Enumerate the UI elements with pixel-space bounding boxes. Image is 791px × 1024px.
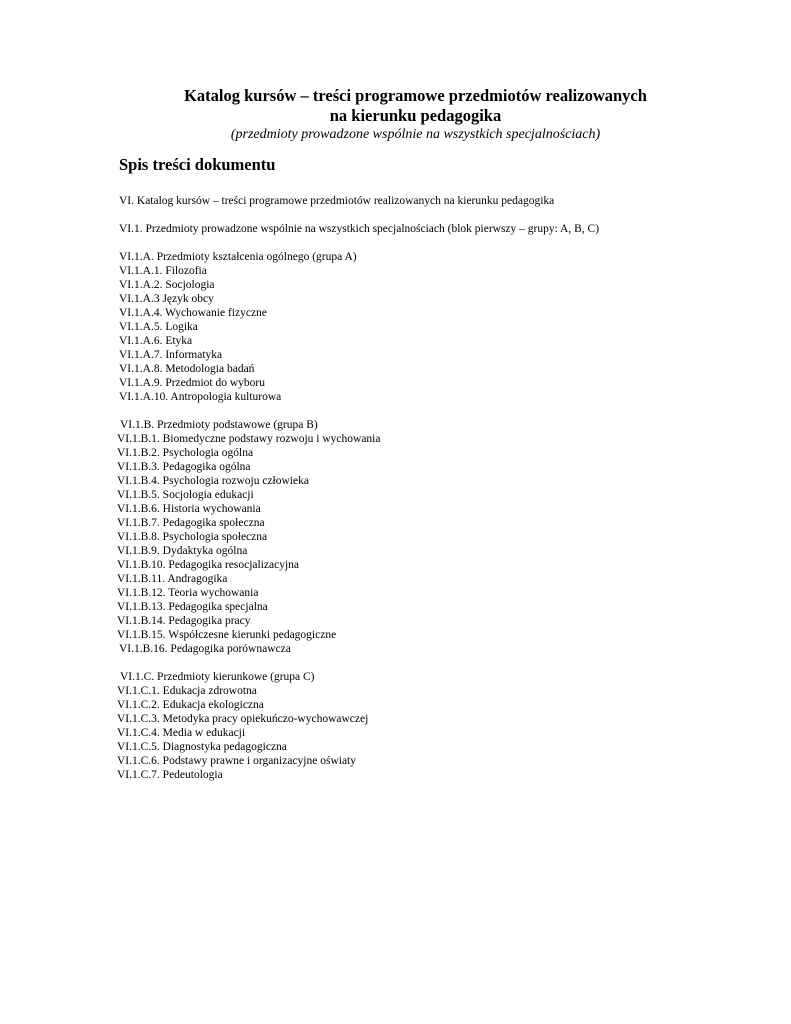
toc-group-heading: VI.1.C. Przedmioty kierunkowe (grupa C) — [120, 671, 315, 683]
toc-item: VI.1.B.15. Współczesne kierunki pedagogiczne — [117, 629, 337, 641]
toc-item: VI.1.C.6. Podstawy prawne i organizacyjne oświaty — [117, 755, 357, 767]
toc-item: VI.1.C.1. Edukacja zdrowotna — [117, 685, 257, 697]
toc-item: VI.1.B.12. Teoria wychowania — [117, 587, 259, 599]
toc-item: VI.1.B.4. Psychologia rozwoju człowieka — [117, 475, 309, 487]
toc-item: VI.1.C.3. Metodyka pracy opiekuńczo-wychowawczej — [117, 713, 369, 725]
toc-item: VI.1.C.7. Pedeutologia — [117, 769, 223, 781]
toc-group-c — [119, 670, 739, 782]
toc-item: VI.1.B.1. Biomedyczne podstawy rozwoju i wychowania — [117, 433, 381, 445]
toc-item: VI.1.A.4. Wychowanie fizyczne — [119, 307, 267, 319]
toc-item: VI.1.A.10. Antropologia kulturowa — [119, 391, 282, 403]
toc-item: VI.1.A.7. Informatyka — [119, 349, 223, 361]
toc-item: VI.1.A.3 Język obcy — [119, 293, 214, 305]
toc-item: VI.1.B.8. Psychologia społeczna — [117, 531, 268, 543]
toc-item: VI.1.A.5. Logika — [119, 321, 198, 333]
document-header — [0, 86, 791, 144]
toc-item: VI.1.B.3. Pedagogika ogólna — [117, 461, 251, 473]
document-subtitle: (przedmioty prowadzone wspólnie na wszystkich specjalnościach) — [230, 127, 601, 142]
toc-group-heading: VI.1.B. Przedmioty podstawowe (grupa B) — [120, 419, 318, 431]
table-of-contents — [119, 194, 739, 782]
toc-item: VI.1.B.6. Historia wychowania — [117, 503, 261, 515]
toc-item: VI.1.B.16. Pedagogika porównawcza — [119, 643, 291, 655]
toc-item: VI.1.B.14. Pedagogika pracy — [117, 615, 251, 627]
toc-group-a — [119, 250, 739, 404]
toc-group-b — [119, 418, 739, 656]
toc-section: VI.1. Przedmioty prowadzone wspólnie na wszystkich specjalnościach (blok pierwszy – grupy: A, B, C) — [119, 223, 600, 235]
toc-item: VI.1.C.5. Diagnostyka pedagogiczna — [117, 741, 287, 753]
toc-item: VI.1.A.1. Filozofia — [119, 265, 207, 277]
toc-item: VI.1.A.6. Etyka — [119, 335, 193, 347]
toc-item: VI.1.B.11. Andragogika — [117, 573, 228, 585]
toc-chapter: VI. Katalog kursów – treści programowe przedmiotów realizowanych na kierunku pedagogika — [119, 195, 555, 207]
toc-item: VI.1.A.9. Przedmiot do wyboru — [119, 377, 265, 389]
toc-item: VI.1.B.2. Psychologia ogólna — [117, 447, 254, 459]
toc-item: VI.1.B.9. Dydaktyka ogólna — [117, 545, 248, 557]
toc-item: VI.1.B.13. Pedagogika specjalna — [117, 601, 268, 613]
document-title-line-2: na kierunku pedagogika — [329, 106, 502, 125]
toc-item: VI.1.B.5. Socjologia edukacji — [117, 489, 254, 501]
toc-heading: Spis treści dokumentu — [119, 155, 276, 174]
toc-item: VI.1.A.8. Metodologia badań — [119, 363, 255, 375]
document-title-line-1: Katalog kursów – treści programowe przedmiotów realizowanych — [184, 86, 647, 105]
toc-item: VI.1.C.2. Edukacja ekologiczna — [117, 699, 264, 711]
toc-group-heading: VI.1.A. Przedmioty kształcenia ogólnego (grupa A) — [119, 251, 357, 263]
toc-item: VI.1.C.4. Media w edukacji — [117, 727, 246, 739]
toc-item: VI.1.B.10. Pedagogika resocjalizacyjna — [117, 559, 300, 571]
toc-item: VI.1.A.2. Socjologia — [119, 279, 215, 291]
toc-item: VI.1.B.7. Pedagogika społeczna — [117, 517, 265, 529]
